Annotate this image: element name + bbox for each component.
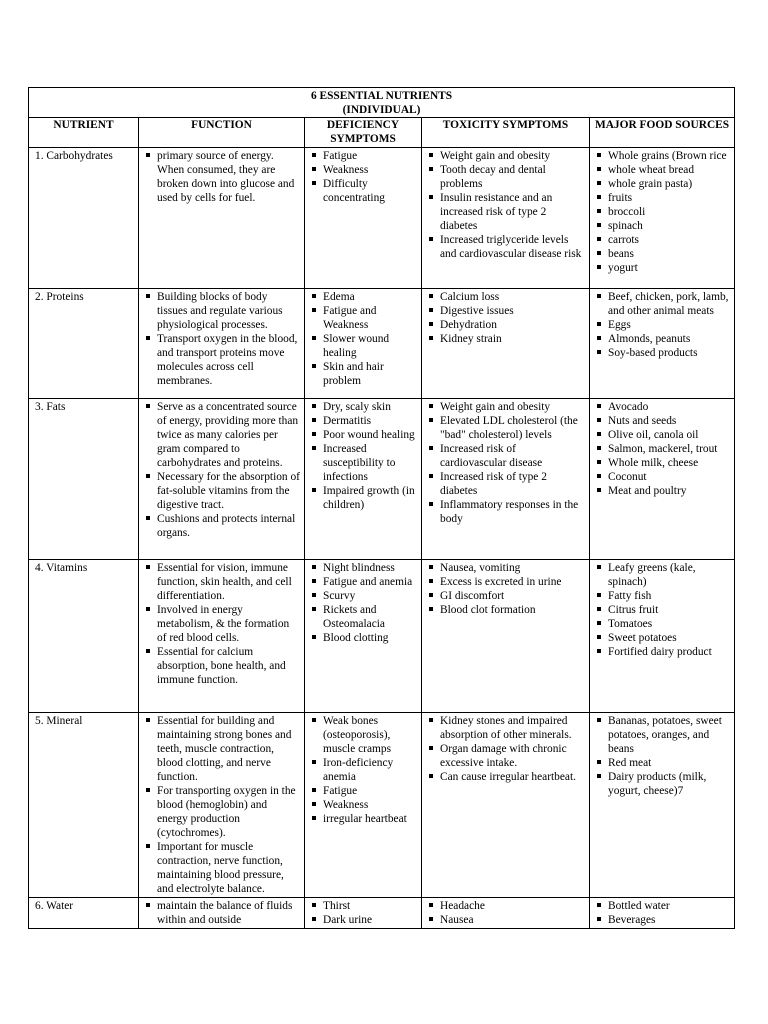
header-deficiency: DEFICIENCY SYMPTOMS [305,118,422,148]
toxicity-cell [422,289,590,399]
table-row [29,898,735,929]
list-item: Weakness [309,163,417,177]
table-row [29,399,735,560]
nutrients-table [28,87,735,929]
list-item: Increased risk of type 2 diabetes [426,470,585,498]
list-item: Night blindness [309,561,417,575]
header-toxicity: TOXICITY SYMPTOMS [422,118,590,148]
list-item: Cushions and protects internal organs. [143,512,300,540]
function-cell [139,148,305,289]
table-title [29,88,735,118]
nutrient-name: 3. Fats [29,399,139,560]
list-item: Citrus fruit [594,603,730,617]
list-item: Increased susceptibility to infections [309,442,417,484]
list-item: Elevated LDL cholesterol (the "bad" cholesterol) levels [426,414,585,442]
list-item: yogurt [594,261,730,275]
list-item: Tooth decay and dental problems [426,163,585,191]
bullet-list [309,400,417,512]
list-item: beans [594,247,730,261]
nutrient-name: 1. Carbohydrates [29,148,139,289]
nutrient-name: 5. Mineral [29,713,139,898]
title-line-1: 6 ESSENTIAL NUTRIENTS [310,90,453,102]
list-item: Essential for vision, immune function, skin health, and cell differentiation. [143,561,300,603]
sources-cell [590,713,735,898]
list-item: Dark urine [309,913,417,927]
list-item: Can cause irregular heartbeat. [426,770,585,784]
bullet-list [594,561,730,659]
bullet-list [426,400,585,526]
list-item: Kidney stones and impaired absorption of other minerals. [426,714,585,742]
list-item: broccoli [594,205,730,219]
list-item: whole grain pasta) [594,177,730,191]
list-item: primary source of energy. When consumed, they are broken down into glucose and used by cells for fuel. [143,149,300,205]
list-item: Eggs [594,318,730,332]
list-item: Leafy greens (kale, spinach) [594,561,730,589]
list-item: Nausea, vomiting [426,561,585,575]
bullet-list [426,714,585,784]
deficiency-cell [305,560,422,713]
list-item: Organ damage with chronic excessive intake. [426,742,585,770]
list-item: Involved in energy metabolism, & the formation of red blood cells. [143,603,300,645]
bullet-list [594,400,730,498]
list-item: Bananas, potatoes, sweet potatoes, oranges, and beans [594,714,730,756]
deficiency-cell [305,898,422,929]
list-item: carrots [594,233,730,247]
nutrient-name: 6. Water [29,898,139,929]
list-item: Impaired growth (in children) [309,484,417,512]
list-item: Dry, scaly skin [309,400,417,414]
list-item: Dairy products (milk, yogurt, cheese)7 [594,770,730,798]
list-item: Essential for calcium absorption, bone health, and immune function. [143,645,300,687]
list-item: Calcium loss [426,290,585,304]
table-row [29,289,735,399]
list-item: Soy-based products [594,346,730,360]
list-item: Difficulty concentrating [309,177,417,205]
bullet-list [426,899,585,927]
bullet-list [309,714,417,826]
list-item: Iron-deficiency anemia [309,756,417,784]
function-cell [139,713,305,898]
list-item: Sweet potatoes [594,631,730,645]
list-item: irregular heartbeat [309,812,417,826]
list-item: Dermatitis [309,414,417,428]
deficiency-cell [305,148,422,289]
list-item: Avocado [594,400,730,414]
table-row [29,713,735,898]
bullet-list [143,899,300,927]
bullet-list [309,561,417,645]
toxicity-cell [422,399,590,560]
list-item: spinach [594,219,730,233]
title-line-2: (INDIVIDUAL) [342,104,421,116]
list-item: fruits [594,191,730,205]
list-item: Fatigue and anemia [309,575,417,589]
list-item: Beef, chicken, pork, lamb, and other animal meats [594,290,730,318]
sources-cell [590,560,735,713]
list-item: Blood clot formation [426,603,585,617]
bullet-list [594,714,730,798]
table-row [29,560,735,713]
list-item: Increased triglyceride levels and cardiovascular disease risk [426,233,585,261]
sources-cell [590,289,735,399]
header-nutrient: NUTRIENT [29,118,139,148]
list-item: Coconut [594,470,730,484]
list-item: Transport oxygen in the blood, and transport proteins move molecules across cell membranes. [143,332,300,388]
bullet-list [309,149,417,205]
bullet-list [143,561,300,687]
list-item: Dehydration [426,318,585,332]
list-item: maintain the balance of fluids within and outside [143,899,300,927]
list-item: Rickets and Osteomalacia [309,603,417,631]
list-item: Digestive issues [426,304,585,318]
list-item: Fatigue [309,149,417,163]
list-item: Whole milk, cheese [594,456,730,470]
bullet-list [143,290,300,388]
list-item: Skin and hair problem [309,360,417,388]
list-item: Weak bones (osteoporosis), muscle cramps [309,714,417,756]
list-item: Bottled water [594,899,730,913]
sources-cell [590,399,735,560]
list-item: Weight gain and obesity [426,149,585,163]
bullet-list [594,899,730,927]
list-item: Scurvy [309,589,417,603]
bullet-list [426,290,585,346]
list-item: Building blocks of body tissues and regulate various physiological processes. [143,290,300,332]
header-row [29,118,735,148]
sources-cell [590,898,735,929]
table-row [29,148,735,289]
bullet-list [143,149,300,205]
bullet-list [426,149,585,261]
list-item: Thirst [309,899,417,913]
list-item: Poor wound healing [309,428,417,442]
list-item: Insulin resistance and an increased risk of type 2 diabetes [426,191,585,233]
deficiency-cell [305,399,422,560]
list-item: GI discomfort [426,589,585,603]
list-item: Meat and poultry [594,484,730,498]
list-item: Important for muscle contraction, nerve function, maintaining blood pressure, and electrolyte balance. [143,840,300,896]
list-item: Excess is excreted in urine [426,575,585,589]
list-item: Fatigue and Weakness [309,304,417,332]
function-cell [139,898,305,929]
deficiency-cell [305,713,422,898]
list-item: Serve as a concentrated source of energy, providing more than twice as many calories per gram compared to carbohydrates and proteins. [143,400,300,470]
toxicity-cell [422,713,590,898]
bullet-list [143,400,300,540]
list-item: Increased risk of cardiovascular disease [426,442,585,470]
bullet-list [594,290,730,360]
bullet-list [426,561,585,617]
list-item: Olive oil, canola oil [594,428,730,442]
list-item: Salmon, mackerel, trout [594,442,730,456]
list-item: Weight gain and obesity [426,400,585,414]
bullet-list [594,149,730,275]
bullet-list [309,899,417,927]
toxicity-cell [422,560,590,713]
list-item: Tomatoes [594,617,730,631]
list-item: Kidney strain [426,332,585,346]
header-function: FUNCTION [139,118,305,148]
bullet-list [309,290,417,388]
list-item: Essential for building and maintaining strong bones and teeth, muscle contraction, blood clotting, and nerve function. [143,714,300,784]
list-item: Necessary for the absorption of fat-soluble vitamins from the digestive tract. [143,470,300,512]
list-item: Red meat [594,756,730,770]
list-item: Nausea [426,913,585,927]
list-item: whole wheat bread [594,163,730,177]
list-item: Weakness [309,798,417,812]
toxicity-cell [422,148,590,289]
list-item: Almonds, peanuts [594,332,730,346]
header-sources: MAJOR FOOD SOURCES [590,118,735,148]
bullet-list [143,714,300,896]
list-item: Fortified dairy product [594,645,730,659]
nutrient-name: 4. Vitamins [29,560,139,713]
list-item: Whole grains (Brown rice [594,149,730,163]
function-cell [139,289,305,399]
nutrient-name: 2. Proteins [29,289,139,399]
list-item: Edema [309,290,417,304]
function-cell [139,399,305,560]
list-item: Blood clotting [309,631,417,645]
sources-cell [590,148,735,289]
list-item: Fatty fish [594,589,730,603]
list-item: Fatigue [309,784,417,798]
toxicity-cell [422,898,590,929]
list-item: For transporting oxygen in the blood (hemoglobin) and energy production (cytochromes). [143,784,300,840]
list-item: Headache [426,899,585,913]
deficiency-cell [305,289,422,399]
list-item: Nuts and seeds [594,414,730,428]
list-item: Beverages [594,913,730,927]
function-cell [139,560,305,713]
list-item: Inflammatory responses in the body [426,498,585,526]
list-item: Slower wound healing [309,332,417,360]
